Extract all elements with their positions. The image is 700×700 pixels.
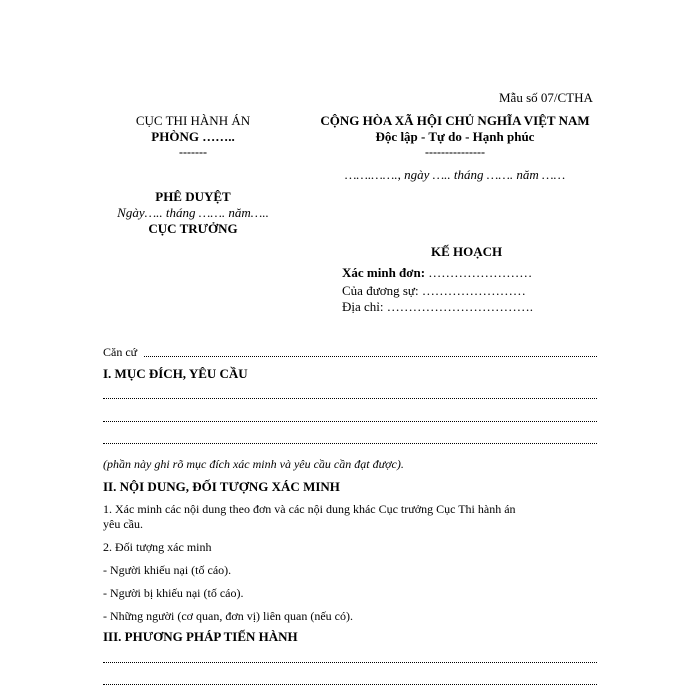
approval-date-line: Ngày….. tháng ……. năm….. <box>117 205 269 220</box>
section1-heading: I. MỤC ĐÍCH, YÊU CẦU <box>103 366 248 381</box>
national-title: CỘNG HÒA XÃ HỘI CHỦ NGHĨA VIỆT NAM <box>320 113 590 128</box>
party-line: Của đương sự: …………………… <box>342 283 526 298</box>
section2-item2: 2. Đối tượng xác minh <box>103 540 212 554</box>
basis-label: Căn cứ <box>103 345 138 359</box>
right-header-separator: --------------- <box>425 145 485 159</box>
section2-bullet-1: - Người khiếu nại (tố cáo). <box>103 563 232 577</box>
agency-name: CỤC THI HÀNH ÁN <box>135 113 251 128</box>
national-motto: Độc lập - Tự do - Hạnh phúc <box>375 129 535 144</box>
section3-dotted-line-1 <box>103 662 597 663</box>
section2-heading: II. NỘI DUNG, ĐỐI TƯỢNG XÁC MINH <box>103 479 340 494</box>
basis-dotted-line <box>144 356 597 357</box>
section3-dotted-line-2 <box>103 684 597 685</box>
section1-dotted-line-3 <box>103 443 597 444</box>
approval-title: PHÊ DUYỆT <box>155 189 231 204</box>
section2-bullet-2: - Người bị khiếu nại (tố cáo). <box>103 586 244 600</box>
approval-signer: CỤC TRƯỞNG <box>148 221 238 236</box>
section1-dotted-line-1 <box>103 398 597 399</box>
form-code: Mẫu số 07/CTHA <box>499 90 593 105</box>
section3-heading: III. PHƯƠNG PHÁP TIẾN HÀNH <box>103 629 298 644</box>
section2-item1-line2: yêu cầu. <box>103 517 143 531</box>
section1-dotted-line-2 <box>103 421 597 422</box>
verify-label: Xác minh đơn: <box>342 265 426 280</box>
department-name: PHÒNG …….. <box>151 129 235 144</box>
verify-line <box>342 265 532 281</box>
plan-title: KẾ HOẠCH <box>431 244 503 259</box>
section2-item1-line1: 1. Xác minh các nội dung theo đơn và các nội dung khác Cục trưởng Cục Thi hành án <box>103 502 516 516</box>
verify-blank: …………………… <box>425 265 533 280</box>
place-date-line: …….……., ngày ….. tháng ……. năm …… <box>344 167 566 182</box>
left-header-separator: ------- <box>179 145 207 159</box>
address-line: Địa chỉ: ……………………………. <box>342 299 534 314</box>
section1-note: (phần này ghi rõ mục đích xác minh và yêu cầu cần đạt được). <box>103 457 404 471</box>
section2-bullet-3: - Những người (cơ quan, đơn vị) liên quan (nếu có). <box>103 609 353 623</box>
